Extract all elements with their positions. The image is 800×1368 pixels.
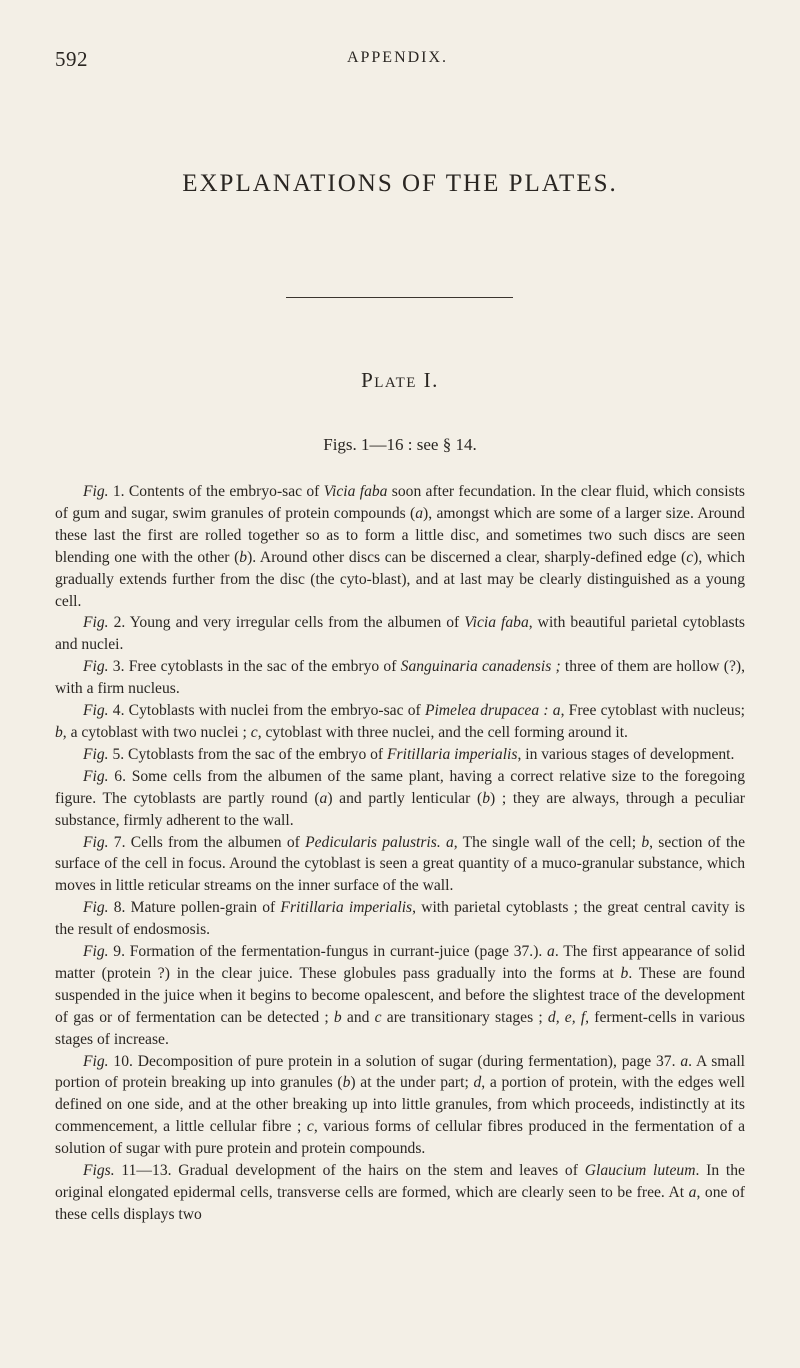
italic-text: b: [55, 723, 63, 741]
text-run: 5. Cytoblasts from the sac of the embryo of: [108, 745, 388, 763]
italic-text: c: [306, 1118, 314, 1136]
italic-text: Fig.: [83, 833, 109, 851]
italic-text: b: [239, 548, 248, 566]
italic-text: Sanguinaria canadensis ;: [400, 658, 561, 676]
italic-text: b: [620, 964, 629, 982]
italic-text: a: [688, 1184, 697, 1201]
page-header: [55, 47, 740, 77]
text-run: , one of these cells displays two: [55, 1184, 745, 1223]
text-run: , various forms of cellular fibres produced in the fermentation of a solution of sugar with pure protein and protein compounds.: [55, 1118, 746, 1158]
italic-text: b: [333, 1008, 342, 1026]
italic-text: c: [374, 1008, 382, 1026]
text-run: , Free cytoblast with nucleus;: [560, 702, 746, 720]
italic-text: Fig.: [83, 767, 109, 785]
page-number: 592: [55, 47, 88, 71]
text-run: 9. Formation of the fermentation-fungus in currant-juice (page 37.).: [108, 943, 548, 961]
plate-heading: Plate I.: [361, 368, 439, 392]
text-run: ) at the under part;: [350, 1074, 474, 1092]
text-run: . A small portion of protein breaking up into granules (: [55, 1052, 745, 1092]
italic-text: b: [482, 789, 490, 807]
figure-explanation-paragraph: [55, 744, 745, 766]
italic-text: Fig.: [83, 614, 109, 632]
figure-explanation-paragraph: [55, 656, 745, 700]
text-run: 6. Some cells from the albumen of the same plant, having a correct relative size to the foregoing figure. The cytoblasts are partly round (: [55, 767, 745, 807]
italic-text: Vicia faba: [323, 483, 388, 500]
text-run: and: [341, 1008, 375, 1026]
figure-explanation-paragraph: [55, 1051, 745, 1161]
italic-text: Pimelea drupacea : a: [424, 702, 561, 720]
italic-text: a: [415, 504, 424, 522]
italic-text: Fig.: [83, 483, 109, 500]
italic-text: Figs.: [83, 1162, 115, 1180]
figure-explanation-paragraph: [55, 481, 745, 612]
text-run: ), which gradually extends further from the disc (the cyto-blast), and at last may be clearly distinguished as a young cell.: [55, 548, 745, 610]
figure-explanation-paragraph: [55, 897, 745, 941]
figure-explanation-paragraph: [55, 766, 745, 832]
italic-text: Fig.: [83, 899, 109, 917]
italic-text: a: [680, 1052, 689, 1070]
italic-text: c: [686, 548, 694, 566]
running-head: APPENDIX.: [346, 49, 449, 66]
text-run: ferment-cells in various stages of increase.: [55, 1008, 745, 1048]
italic-text: Fig.: [83, 745, 109, 763]
text-run: , with parietal cytoblasts ; the great central cavity is the result of endosmosis.: [55, 899, 745, 939]
page-title: EXPLANATIONS OF THE PLATES.: [182, 170, 618, 197]
text-run: , The single wall of the cell;: [453, 833, 642, 851]
text-run: . These are found suspended in the juice when it begins to become opalescent, and before the slightest trace of the development of gas or of fermentation can be detected ;: [55, 964, 745, 1026]
text-run: soon after fecundation. In the clear fluid, which consists of gum and sugar, swim granules of protein compounds (: [55, 483, 745, 522]
text-run: 8. Mature pollen-grain of: [108, 899, 281, 917]
text-run: 3. Free cytoblasts in the sac of the embryo of: [108, 658, 401, 676]
text-run: , with beautiful parietal cytoblasts and nuclei.: [55, 614, 745, 654]
text-run: 2. Young and very irregular cells from the albumen of: [108, 614, 465, 632]
text-run: , a cytoblast with two nuclei ;: [62, 723, 251, 741]
figures-reference: Figs. 1—16 : see § 14.: [323, 435, 477, 454]
text-run: . The first appearance of solid matter (protein ?) in the clear juice. These globules pass gradually into the forms at: [55, 943, 745, 982]
italic-text: d, e, f,: [547, 1008, 590, 1026]
text-run: three of them are hollow (?), with a firm nucleus.: [55, 658, 745, 698]
figure-explanation-paragraph: [55, 1160, 745, 1226]
text-run: 4. Cytoblasts with nuclei from the embryo-sac of: [108, 702, 425, 720]
text-run: 7. Cells from the albumen of: [108, 833, 306, 851]
figure-explanation-paragraph: [55, 700, 745, 744]
italic-text: a: [547, 943, 555, 961]
text-run: ), amongst which are some of a larger size. Around these last the first are rolled together so as to form a little disc, and sometimes two such discs are seen blending one with the other (: [55, 504, 745, 566]
text-run: 1. Contents of the embryo-sac of: [108, 483, 324, 500]
italic-text: Fig.: [83, 658, 109, 676]
italic-text: Fritillaria imperialis: [387, 745, 518, 763]
italic-text: a: [319, 789, 328, 807]
text-run: ) and partly lenticular (: [327, 789, 483, 807]
italic-text: Fig.: [83, 1052, 109, 1070]
italic-text: b: [342, 1074, 351, 1092]
text-run: , in various stages of development.: [517, 745, 735, 763]
italic-text: Fritillaria imperialis: [280, 899, 413, 917]
text-run: 10. Decomposition of pure protein in a solution of sugar (during fermentation), page 37.: [108, 1052, 681, 1070]
text-run: ). Around other discs can be discerned a clear, sharply-defined edge (: [247, 548, 687, 566]
italic-text: d: [473, 1074, 482, 1092]
text-run: , a portion of protein, with the edges well defined on one side, and at the other breaking up into little granules, from which proceeds, indistinctly at its commencement, a little cellular fibre ;: [55, 1074, 745, 1136]
italic-text: Vicia faba: [464, 614, 529, 632]
italic-text: Fig.: [83, 702, 109, 720]
italic-text: Fig.: [83, 943, 109, 961]
text-run: ) ; they are always, through a peculiar substance, firmly adherent to the wall.: [55, 789, 745, 829]
text-run: . In the original elongated epidermal cells, transverse cells are formed, which are clearly seen to be free. At: [55, 1162, 745, 1201]
text-run: , section of the surface of the cell in focus. Around the cytoblast is seen a great quantity of a muco-granular substance, which moves in little reticular streams on the inner surface of the wall.: [55, 833, 746, 895]
italic-text: Pedicularis palustris. a: [305, 833, 454, 851]
figure-explanation-paragraph: [55, 832, 745, 898]
figure-explanation-paragraph: [55, 612, 745, 656]
figure-explanation-paragraph: [55, 941, 745, 1051]
italic-text: b: [641, 833, 650, 851]
text-run: are transitionary stages ;: [381, 1008, 548, 1026]
plate-explanations: [55, 481, 745, 1226]
text-run: , cytoblast with three nuclei, and the cell forming around it.: [257, 723, 628, 741]
italic-text: Glaucium luteum: [584, 1162, 696, 1180]
italic-text: c: [250, 723, 258, 741]
text-run: 11—13. Gradual development of the hairs on the stem and leaves of: [114, 1162, 585, 1180]
title-divider: [286, 297, 513, 298]
